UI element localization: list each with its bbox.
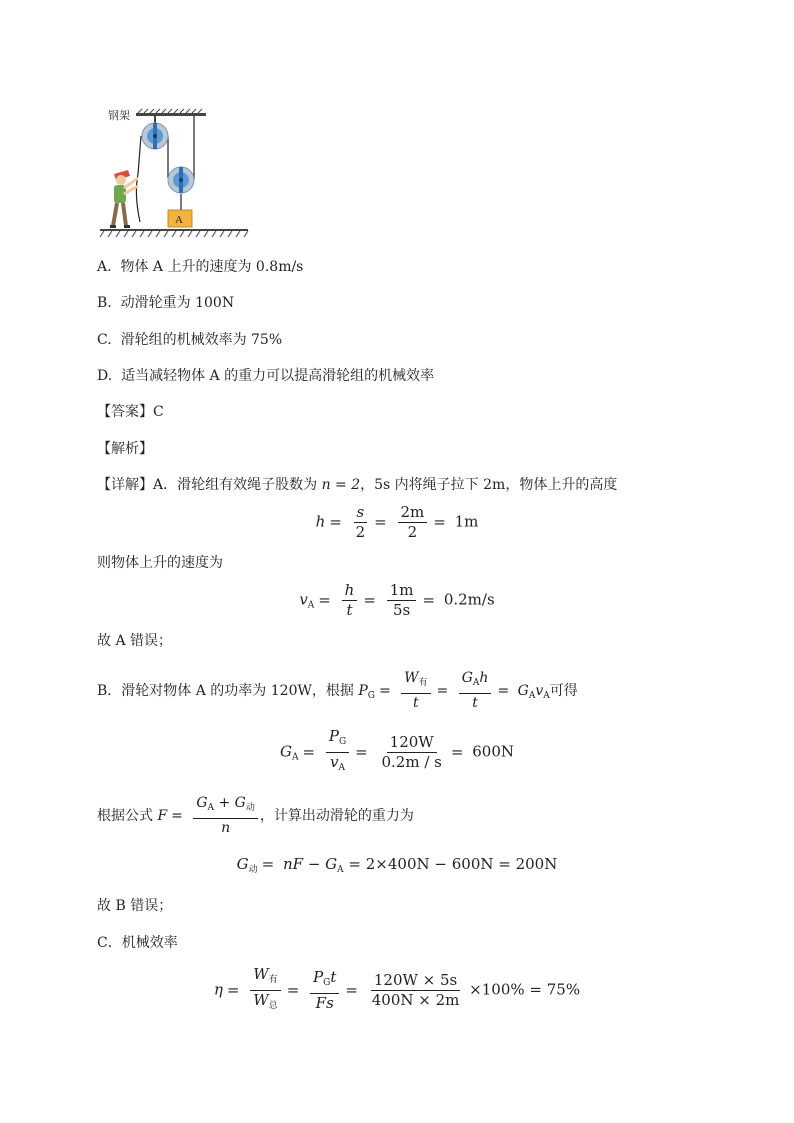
fraction: $\frac{1m}{5s}$ <box>387 582 417 619</box>
equation-pulley-weight: $G_动$ = nF − $G_A = 2\times 400N - 600N = 200N$ <box>236 855 558 875</box>
fraction: $\frac{G_Ah}{t}$ <box>459 670 492 712</box>
frame-hatch <box>138 109 202 113</box>
fraction: $\frac{h}{t}$ <box>342 582 358 619</box>
fraction: $\frac{s}{2}$ <box>353 504 369 541</box>
option-c: C. 滑轮组的机械效率为 75% <box>97 332 283 348</box>
block-label: A <box>175 214 183 226</box>
text-speed: 则物体上升的速度为 <box>97 555 223 571</box>
ground <box>100 229 248 231</box>
ground-hatch <box>100 231 248 237</box>
b-line: B．滑轮对物体 A 的功率为 120W，根据 $P_G$ = $\frac{W_有}{t}$ = $\frac{G_Ah}{t}$ = $G_Av_A$可得 <box>97 670 578 711</box>
detail-line: 【详解】A．滑轮组有效绳子股数为 n = 2，5s 内将绳子拉下 2m，物体上升的高度 <box>97 477 618 493</box>
analysis-label: 【解析】 <box>97 441 153 457</box>
equation-efficiency: η = $\frac{W_有}{W_总}$ = $\frac{P_Gt}{Fs}$ = $\frac{120W \times 5s}{400N \times 2m}$ ×100% = 75% <box>0 966 794 1015</box>
answer-line: 【答案】C <box>97 404 164 420</box>
fixed-pulley <box>142 116 168 149</box>
fraction: $\frac{P_G}{v_A}$ <box>326 728 349 777</box>
option-d: D. 适当减轻物体 A 的重力可以提高滑轮组的机械效率 <box>97 368 435 384</box>
person <box>110 170 138 228</box>
fraction: $\frac{G_A + G_动}{n}$ <box>193 795 258 837</box>
movable-pulley <box>168 167 194 193</box>
equation-height: h = $\frac{s}{2}$ = $\frac{2m}{2}$ = 1m <box>315 503 479 541</box>
equation-speed: $v_A$ = $\frac{h}{t}$ = $\frac{1m}{5s}$ = 0.2m/s <box>299 581 495 619</box>
steel-frame <box>136 113 206 116</box>
frame-label: 钢架 <box>108 110 130 122</box>
fraction: $\frac{W_有}{t}$ <box>401 670 430 712</box>
text-b-wrong: 故 B 错误； <box>97 898 173 914</box>
option-b: B. 动滑轮重为 100N <box>97 295 235 311</box>
option-a: A. 物体 A 上升的速度为 0.8m/s <box>97 259 304 275</box>
fraction: $\frac{120W \times 5s}{400N \times 2m}$ <box>371 971 460 1009</box>
fraction: $\frac{P_Gt}{Fs}$ <box>310 969 339 1012</box>
text-a-wrong: 故 A 错误； <box>97 633 173 649</box>
fraction: $\frac{120W}{0.2m / s}$ <box>381 733 442 771</box>
pulley-figure <box>100 104 250 244</box>
c-label: C．机械效率 <box>97 935 178 951</box>
fraction: $\frac{2m}{2}$ <box>398 504 428 541</box>
formula-line: 根据公式 F = $\frac{G_A + G_动}{n}$ ，计算出动滑轮的重力为 <box>97 795 414 836</box>
equation-weight: $G_A$ = $\frac{P_G}{v_A}$ = $\frac{120W}{0.2m / s}$ = 600N <box>0 728 794 777</box>
fraction: $\frac{W_有}{W_总}$ <box>250 966 280 1015</box>
